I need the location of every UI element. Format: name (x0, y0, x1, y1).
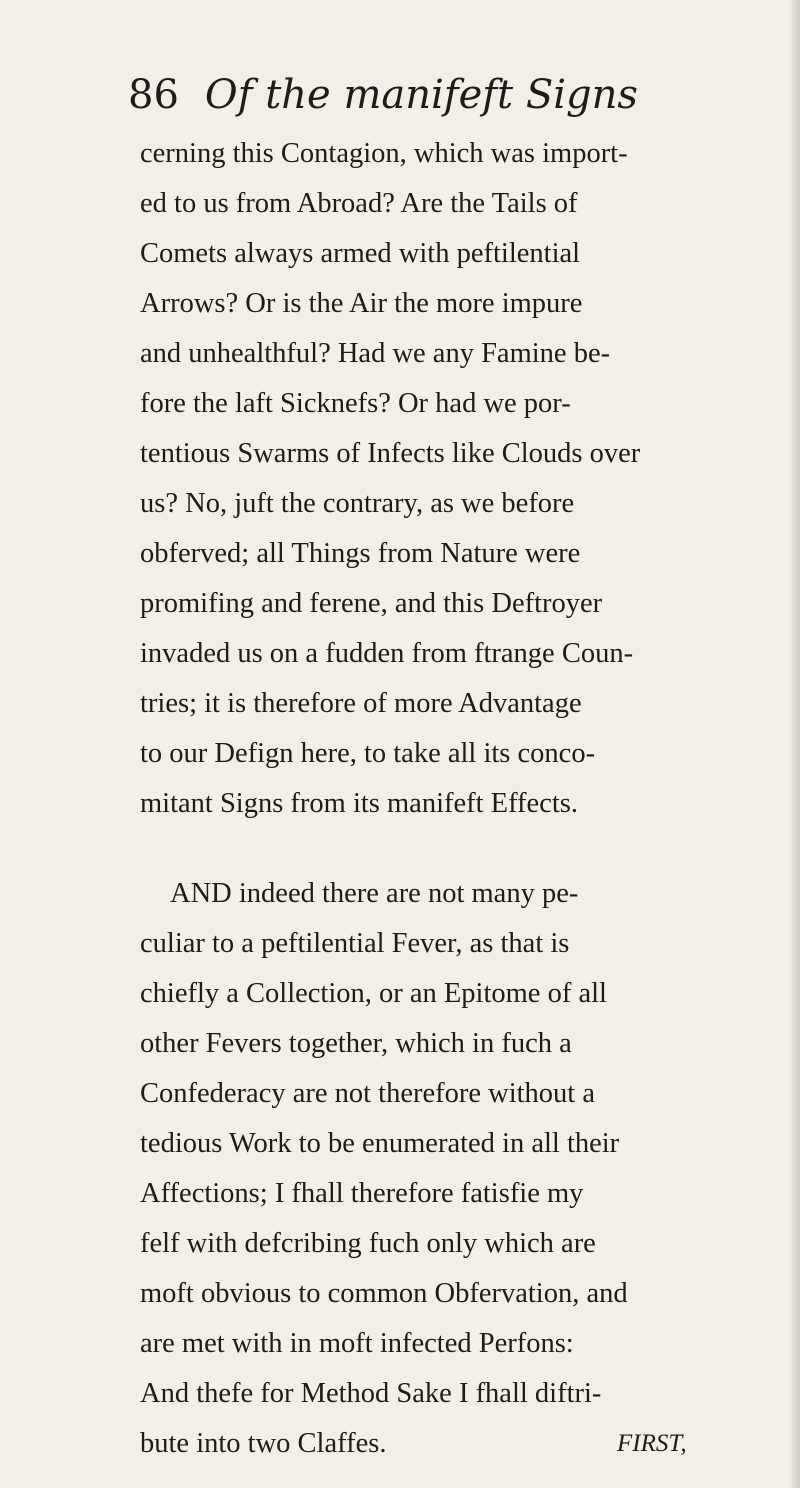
text-line: fore the laft Sicknefs? Or had we por- (140, 388, 571, 419)
text-line: felf with defcribing fuch only which are (140, 1228, 596, 1259)
text-line: Affections; I fhall therefore fatisfie my (140, 1178, 584, 1209)
text-line: And thefe for Method Sake I fhall diftri- (140, 1378, 602, 1409)
running-title: Of the manifeft Signs (204, 72, 638, 118)
text-line: Confederacy are not therefore without a (140, 1078, 595, 1109)
catchword: FIRST, (617, 1430, 687, 1457)
text-line: Arrows? Or is the Air the more impure (140, 288, 583, 319)
text-line: Comets always armed with peftilential (140, 238, 581, 269)
page-number: 86 (128, 72, 179, 118)
text-line: chiefly a Collection, or an Epitome of all (140, 978, 607, 1009)
text-line: cerning this Contagion, which was import- (140, 138, 628, 169)
text-line: ed to us from Abroad? Are the Tails of (140, 188, 578, 219)
text-line: culiar to a peftilential Fever, as that is (140, 928, 570, 959)
text-line: tedious Work to be enumerated in all their (140, 1128, 620, 1159)
text-line: other Fevers together, which in fuch a (140, 1028, 572, 1059)
text-line: obferved; all Things from Nature were (140, 538, 581, 569)
text-line: mitant Signs from its manifeft Effects. (140, 788, 578, 819)
text-line: bute into two Claffes. (140, 1428, 387, 1459)
text-line: us? No, juft the contrary, as we before (140, 488, 575, 519)
text-line: are met with in moft infected Perfons: (140, 1328, 574, 1359)
text-line: to our Defign here, to take all its conco- (140, 738, 596, 769)
page-edge-shadow (788, 0, 800, 1488)
text-line: moft obvious to common Obfervation, and (140, 1278, 628, 1309)
text-line: invaded us on a fudden from ftrange Coun- (140, 638, 634, 669)
text-line: tentious Swarms of Infects like Clouds over (140, 438, 641, 469)
text-line: tries; it is therefore of more Advantage (140, 688, 582, 719)
paragraph-start-line: AND indeed there are not many pe- (170, 878, 579, 909)
page-header (128, 72, 688, 118)
text-line: promifing and ferene, and this Deftroyer (140, 588, 603, 619)
text-line: and unhealthful? Had we any Famine be- (140, 338, 611, 369)
